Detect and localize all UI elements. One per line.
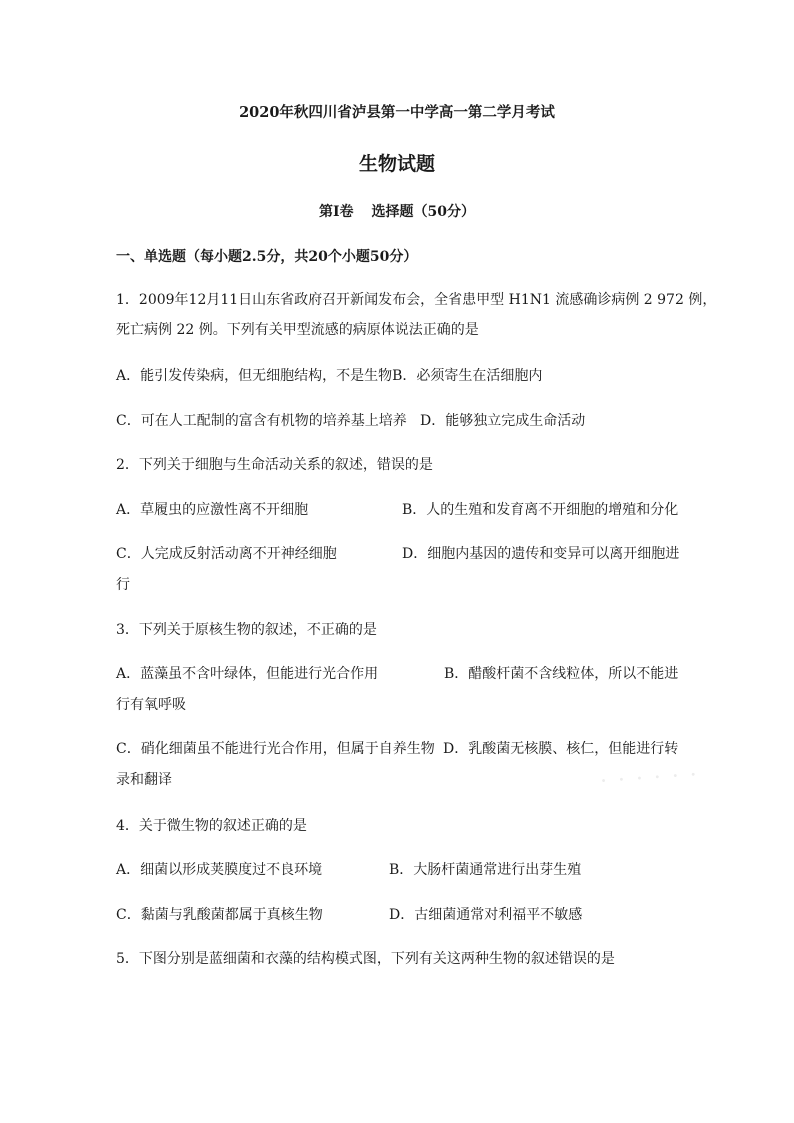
- part-heading: [0, 202, 794, 222]
- question-2-option-c: C．人完成反射活动离不开神经细胞: [116, 546, 337, 562]
- question-4-stem: 4．关于微生物的叙述正确的是: [116, 818, 307, 834]
- question-4-option-b: B．大肠杆菌通常进行出芽生殖: [389, 862, 582, 878]
- question-2-stem: 2．下列关于细胞与生命活动关系的叙述，错误的是: [116, 457, 433, 473]
- question-2-option-d-line1: D．细胞内基因的遗传和变异可以离开细胞进: [402, 546, 680, 562]
- question-3-option-d-line2: 录和翻译: [116, 772, 172, 788]
- part-label: 第I卷: [318, 204, 354, 220]
- question-3-option-b-line1: B．醋酸杆菌不含线粒体，所以不能进: [444, 666, 679, 682]
- question-4-option-d: D．古细菌通常对利福平不敏感: [389, 907, 583, 923]
- question-5-stem: 5．下图分别是蓝细菌和衣藻的结构模式图，下列有关这两种生物的叙述错误的是: [116, 951, 615, 967]
- question-3-option-c: C．硝化细菌虽不能进行光合作用，但属于自养生物: [116, 741, 435, 757]
- question-4-option-c: C．黏菌与乳酸菌都属于真核生物: [116, 907, 323, 923]
- question-2-option-b: B．人的生殖和发育离不开细胞的增殖和分化: [402, 502, 679, 518]
- question-3-stem: 3．下列关于原核生物的叙述，不正确的是: [116, 622, 377, 638]
- question-2-option-d-line2: 行: [116, 577, 130, 593]
- question-3-option-d-line1: D．乳酸菌无核膜、核仁，但能进行转: [443, 741, 679, 757]
- question-3-option-a: A．蓝藻虽不含叶绿体，但能进行光合作用: [116, 666, 379, 682]
- section-heading: 一、单选题（每小题2.5分，共20个小题50分）: [116, 249, 418, 265]
- question-1-stem-line1: 1．2009年12月11日山东省政府召开新闻发布会，全省患甲型 H1N1 流感确诊病例 2 972 例，: [116, 292, 717, 308]
- exam-title: 2020年秋四川省泸县第一中学高一第二学月考试: [239, 104, 555, 121]
- question-3-option-b-line2: 行有氧呼吸: [116, 697, 186, 713]
- question-4-option-a: A．细菌以形成荚膜度过不良环境: [116, 862, 323, 878]
- question-2-option-a: A．草履虫的应激性离不开细胞: [116, 502, 309, 518]
- subject-title: 生物试题: [358, 153, 435, 175]
- part-name: 选择题（50分）: [371, 204, 476, 220]
- watermark: · · · · · ·: [599, 762, 700, 795]
- question-1-option-d: D．能够独立完成生命活动: [420, 413, 586, 429]
- question-1-option-c: C．可在人工配制的富含有机物的培养基上培养: [116, 413, 407, 429]
- question-1-stem-line2: 死亡病例 22 例。下列有关甲型流感的病原体说法正确的是: [116, 322, 479, 338]
- question-1-options-ab: A．能引发传染病，但无细胞结构，不是生物B．必须寄生在活细胞内: [116, 368, 543, 384]
